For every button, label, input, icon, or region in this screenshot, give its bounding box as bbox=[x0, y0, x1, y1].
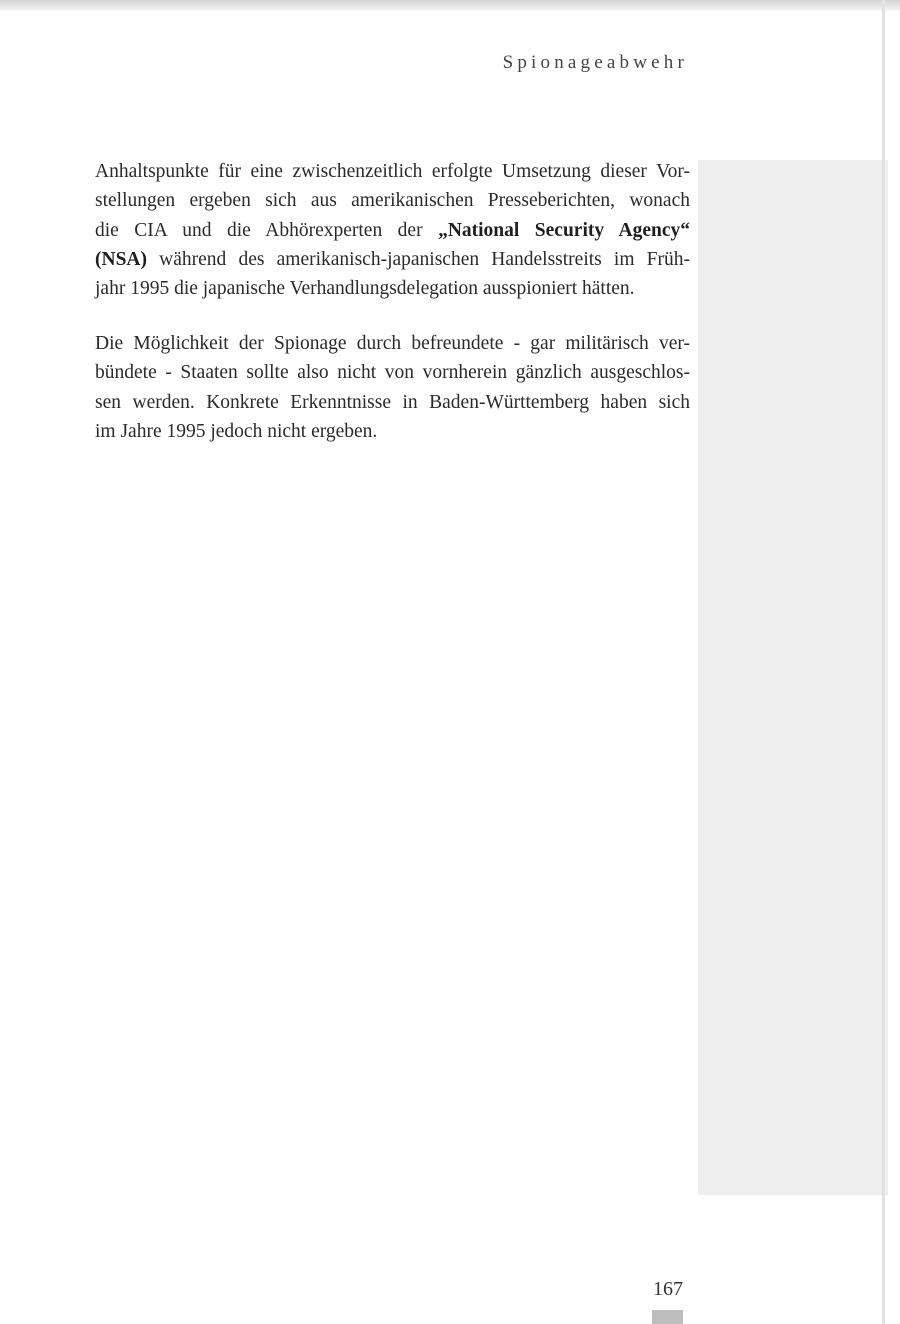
text-segment: während des amerikanisch-japanischen Handelsstreits im Früh- bbox=[159, 248, 690, 270]
text-line: Anhaltspunkte für eine zwischenzeitlich erfolgte Umsetzung dieser Vor- bbox=[95, 161, 690, 182]
text-segment: die CIA und die Abhörexperten der bbox=[95, 219, 439, 241]
text-line: Die Möglichkeit der Spionage durch befreundete - gar militärisch ver- bbox=[95, 333, 690, 354]
text-line bbox=[95, 216, 690, 245]
page-number: 167 bbox=[653, 1278, 683, 1300]
page-edge bbox=[882, 0, 885, 1324]
text-line bbox=[95, 245, 690, 274]
margin-gray-band bbox=[698, 160, 888, 1195]
paragraph-1 bbox=[95, 157, 690, 303]
text-line: bündete - Staaten sollte also nicht von vornherein gänzlich ausgeschlos- bbox=[95, 362, 690, 384]
text-line: sen werden. Konkrete Erkenntnisse in Baden-Württemberg haben sich bbox=[95, 391, 690, 413]
scan-top-shadow bbox=[0, 0, 900, 12]
text-line: im Jahre 1995 jedoch nicht ergeben. bbox=[95, 420, 378, 442]
text-line: stellungen ergeben sich aus amerikanischen Presseberichten, wonach bbox=[95, 190, 690, 212]
bold-agency-abbrev: (NSA) bbox=[95, 248, 147, 270]
bold-agency-name: „National Security Agency“ bbox=[438, 219, 691, 241]
text-line: jahr 1995 die japanische Verhandlungsdelegation ausspioniert hätten. bbox=[95, 278, 635, 300]
paragraph-2 bbox=[95, 329, 690, 446]
page-marker-block bbox=[652, 1310, 683, 1324]
running-header: Spionageabwehr bbox=[502, 52, 688, 73]
